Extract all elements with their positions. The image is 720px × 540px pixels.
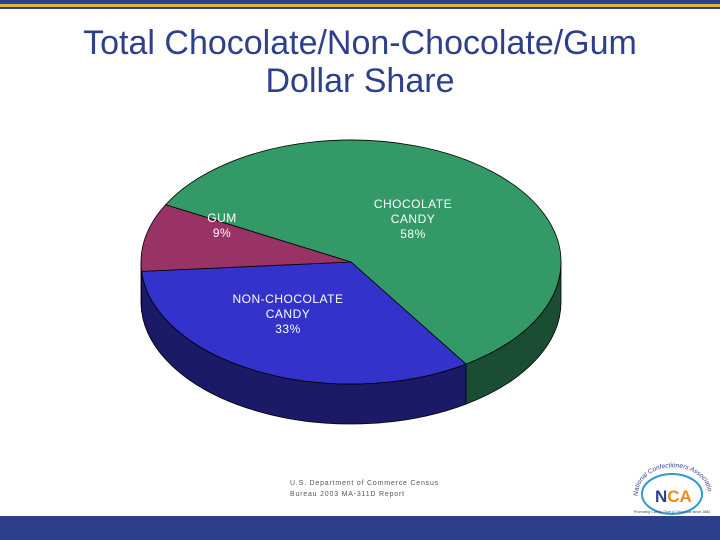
source-line-1: U.S. Department of Commerce Census <box>290 480 439 487</box>
bottom-banner <box>0 516 720 540</box>
chart-title-line-1: Total Chocolate/Non-Chocolate/Gum <box>83 24 637 62</box>
logo-wordmark: NCA <box>655 487 692 506</box>
chart-title-line-2: Dollar Share <box>265 62 455 100</box>
slice-label-chocolate-candy: CHOCOLATE CANDY 58% <box>373 197 453 241</box>
slice-label-gum: GUM 9% <box>207 211 237 240</box>
pie-top <box>141 140 561 384</box>
logo-tagline: Promoting Candy, Gum & Chocolate since 1884 <box>633 510 711 514</box>
source-line-2: Bureau 2003 MA-311D Report <box>290 491 405 498</box>
nca-logo <box>628 462 716 516</box>
slice-label-non-chocolate-candy: NON-CHOCOLATE CANDY 33% <box>232 292 344 336</box>
source-note <box>290 478 439 500</box>
logo-arc-text: National Confectioners Associatio <box>632 462 713 497</box>
